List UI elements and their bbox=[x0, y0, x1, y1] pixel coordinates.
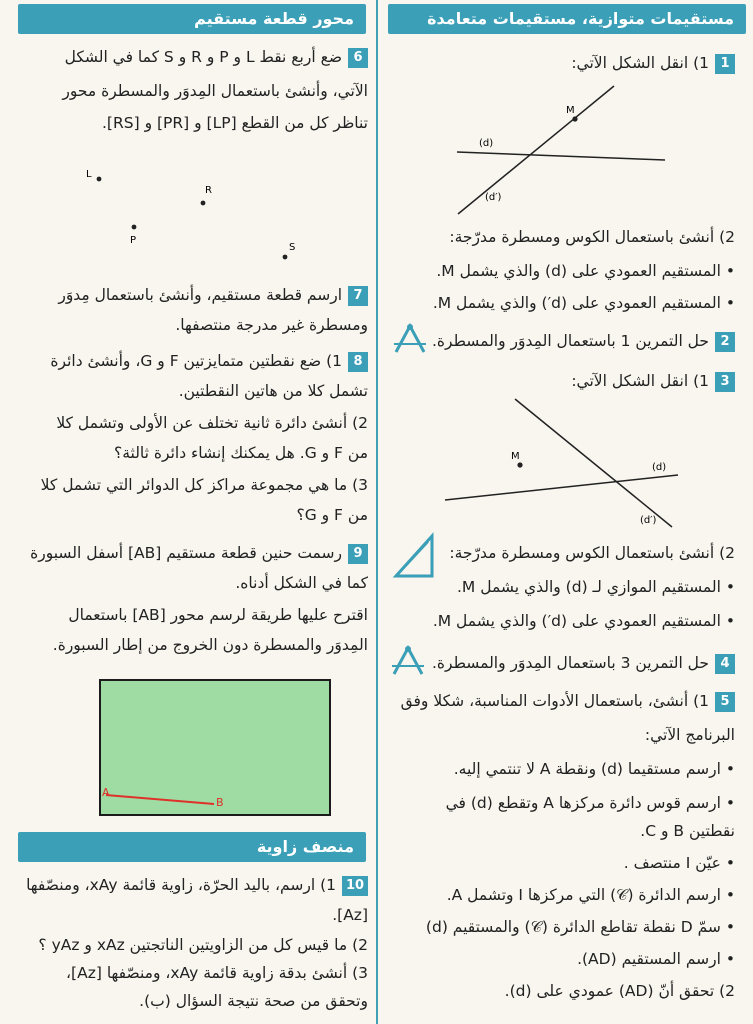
exercise-4: 4حل التمرين 3 باستعمال المِدوَر والمسطرة. bbox=[432, 652, 735, 674]
line-d-prime bbox=[515, 399, 672, 527]
exercise-number: 5 bbox=[715, 692, 735, 712]
exercise-9-line-3: اقترح عليها طريقة لرسم محور [AB] باستعمال bbox=[68, 606, 368, 624]
label-d: (d) bbox=[652, 462, 667, 473]
exercise-6-line-3: تناظر كل من القطع [LP] و [PR] و [RS]. bbox=[102, 114, 368, 132]
section-header-perpendicular: مستقيمات متوازية، مستقيمات متعامدة bbox=[388, 4, 746, 34]
exercise-10-line-4: 3) أنشئ بدقة زاوية قائمة xAy، ومنصّفها [Az]، bbox=[66, 964, 368, 982]
exercise-3-q2: 2) أنشئ باستعمال الكوس ومسطرة مدرّجة: bbox=[449, 544, 735, 562]
exercise-3-q1: 31) انقل الشكل الآتي: bbox=[571, 370, 735, 392]
exercise-3-bullet-2: • المستقيم العمودي على (d′) والذي يشمل M. bbox=[433, 610, 735, 632]
exercise-8-line-5: 3) ما هي مجموعة مراكز كل الدوائر التي تشمل كلا bbox=[40, 476, 368, 494]
exercise-number: 1 bbox=[715, 54, 735, 74]
exercise-7-line-2: ومسطرة غير مدرجة منتصفها. bbox=[175, 316, 368, 334]
exercise-number: 7 bbox=[348, 286, 368, 306]
figure-3 bbox=[440, 395, 690, 535]
section-header-angle-bisector: منصف زاوية bbox=[18, 832, 366, 862]
label-m: M bbox=[511, 451, 520, 462]
exercise-number: 6 bbox=[348, 48, 368, 68]
exercise-9-line-1: 9رسمت حنين قطعة مستقيم [AB] أسفل السبورة bbox=[30, 542, 368, 564]
exercise-6-line-2: الآتي، وأنشئ باستعمال المِدوَر والمسطرة محور bbox=[62, 82, 368, 100]
label-l: L bbox=[86, 169, 92, 180]
label-a: A bbox=[102, 786, 110, 799]
exercise-5-line-2: البرنامج الآتي: bbox=[644, 726, 735, 744]
exercise-8-line-4: من F و G. هل يمكنك إنشاء دائرة ثالثة؟ bbox=[114, 444, 368, 462]
point-m bbox=[517, 462, 522, 467]
figure-6-points bbox=[80, 165, 310, 265]
label-d: (d) bbox=[479, 138, 494, 149]
exercise-5-bullet-6: • ارسم المستقيم (AD). bbox=[577, 948, 735, 970]
label-r: R bbox=[205, 185, 212, 196]
exercise-9-line-2: كما في الشكل أدناه. bbox=[235, 574, 368, 592]
set-square-icon bbox=[392, 530, 438, 580]
point-s bbox=[283, 255, 288, 260]
exercise-8-line-6: من F و G؟ bbox=[296, 506, 368, 524]
point-l bbox=[97, 177, 102, 182]
exercise-8-line-1: 81) ضع نقطتين متمايزتين F و G، وأنشئ دائرة bbox=[50, 350, 368, 372]
label-d-prime: (d′) bbox=[640, 515, 657, 526]
exercise-7-line-1: 7ارسم قطعة مستقيم، وأنشئ باستعمال مِدوَر bbox=[58, 284, 368, 306]
exercise-5-line-1: 51) أنشئ، باستعمال الأدوات المناسبة، شكلا وفق bbox=[401, 690, 735, 712]
compass-icon bbox=[390, 322, 430, 356]
exercise-number: 3 bbox=[715, 372, 735, 392]
exercise-9-line-4: المِدوَر والمسطرة دون الخروج من إطار السبورة. bbox=[52, 636, 368, 654]
line-d bbox=[445, 475, 678, 500]
exercise-number: 9 bbox=[348, 544, 368, 564]
compass-icon bbox=[388, 644, 428, 678]
exercise-5-bullet-4: • ارسم الدائرة (𝒞) التي مركزها I وتشمل A. bbox=[447, 884, 735, 906]
exercise-5-q2: 2) تحقق أنّ (AD) عمودي على (d). bbox=[504, 982, 735, 1000]
label-b: B bbox=[216, 796, 224, 809]
exercise-5-bullet-1: • ارسم مستقيما (d) ونقطة A لا تنتمي إليه. bbox=[454, 758, 735, 780]
label-d-prime: (d′) bbox=[485, 192, 502, 203]
segment-ab-figure bbox=[99, 679, 331, 816]
figure-1 bbox=[445, 78, 685, 223]
exercise-number: 10 bbox=[342, 876, 368, 896]
segment-ab bbox=[106, 795, 214, 804]
label-p: P bbox=[130, 235, 137, 246]
point-m bbox=[572, 116, 577, 121]
exercise-1-q2: 2) أنشئ باستعمال الكوس ومسطرة مدرّجة: bbox=[449, 228, 735, 246]
point-r bbox=[201, 201, 206, 206]
line-d bbox=[457, 152, 665, 160]
exercise-number: 4 bbox=[715, 654, 735, 674]
exercise-10-line-1: 101) ارسم، باليد الحرّة، زاوية قائمة xAy، ومنصّفها bbox=[26, 874, 368, 896]
exercise-1-bullet-2: • المستقيم العمودي على (d′) والذي يشمل M. bbox=[433, 292, 735, 314]
exercise-5-bullet-5: • سمّ D نقطة تقاطع الدائرة (𝒞) والمستقيم (d) bbox=[426, 916, 735, 938]
exercise-10-line-2: [Az]. bbox=[332, 906, 368, 924]
exercise-number: 2 bbox=[715, 332, 735, 352]
exercise-5-bullet-2b: نقطتين B و C. bbox=[640, 822, 735, 840]
exercise-8-line-3: 2) أنشئ دائرة ثانية تختلف عن الأولى وتشمل كلا bbox=[56, 414, 368, 432]
point-p bbox=[132, 225, 137, 230]
exercise-10-line-3: 2) ما قيس كل من الزاويتين الناتجتين xAz و yAz ؟ bbox=[38, 936, 368, 954]
exercise-2: 2حل التمرين 1 باستعمال المِدوَر والمسطرة. bbox=[432, 330, 735, 352]
exercise-10-line-5: وتحقق من صحة نتيجة السؤال (ب). bbox=[139, 992, 368, 1010]
exercise-5-bullet-3: • عيّن I منتصف . bbox=[624, 852, 735, 874]
column-divider bbox=[376, 0, 378, 1024]
line-d-prime bbox=[458, 86, 614, 214]
exercise-1-q1: 11) انقل الشكل الآتي: bbox=[571, 52, 735, 74]
label-m: M bbox=[566, 105, 575, 116]
exercise-5-bullet-2a: • ارسم قوس دائرة مركزها A وتقطع (d) في bbox=[446, 792, 735, 814]
exercise-8-line-2: تشمل كلا من هاتين النقطتين. bbox=[178, 382, 368, 400]
label-s: S bbox=[289, 242, 296, 253]
exercise-number: 8 bbox=[348, 352, 368, 372]
exercise-3-bullet-1: • المستقيم الموازي لـ (d) والذي يشمل M. bbox=[457, 576, 735, 598]
exercise-1-bullet-1: • المستقيم العمودي على (d) والذي يشمل M. bbox=[436, 260, 735, 282]
section-header-perpendicular-bisector: محور قطعة مستقيم bbox=[18, 4, 366, 34]
exercise-6-line-1: 6ضع أربع نقط L و P و R و S كما في الشكل bbox=[65, 46, 368, 68]
